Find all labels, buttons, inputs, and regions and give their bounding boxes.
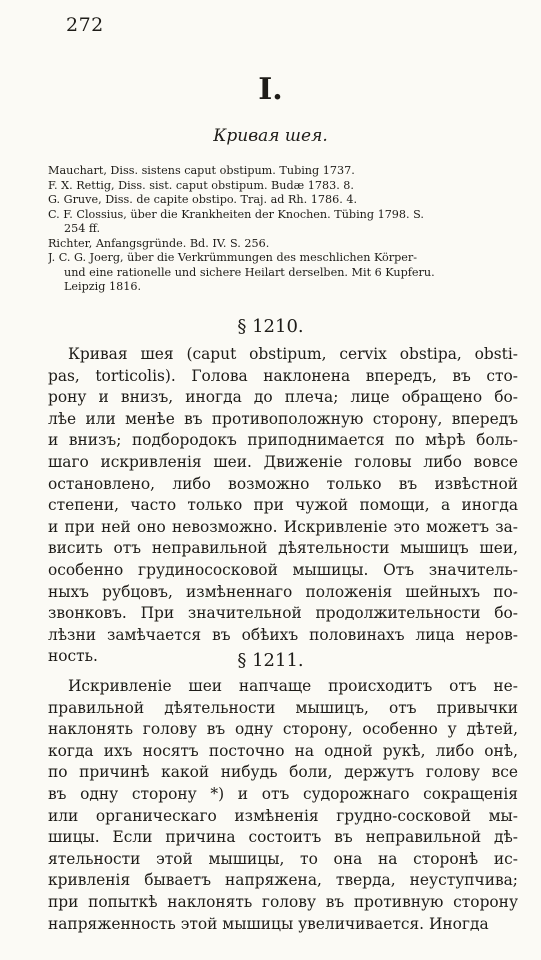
text-line: ныхъ рубцовъ, измѣненнаго положенія шейныхъ по- xyxy=(48,582,518,601)
text-line: остановлено, либо возможно только въ извѣстной xyxy=(48,474,518,493)
text-line: лѣе или менѣе въ противоположную сторону, впередъ xyxy=(48,409,518,428)
reference-entry: J. C. G. Joerg, über die Verkrümmungen des meschlichen Körper- xyxy=(48,251,418,264)
text-line: степени, часто только при чужой помощи, а иногда xyxy=(48,496,518,515)
text-line: pas, torticolis). Голова наклонена впередъ, въ сто- xyxy=(48,366,518,385)
text-line: наклонять голову въ одну сторону, особенно у дѣтей, xyxy=(48,720,518,739)
text-line: и при ней оно невозможно. Искривленіе это можетъ за- xyxy=(48,517,518,536)
section-heading: § 1211. xyxy=(237,650,304,671)
section-heading: § 1210. xyxy=(237,316,304,337)
text-line: кривленія бываетъ напряжена, тверда, неуступчива; xyxy=(48,871,518,890)
text-line: ятельности этой мышицы, то она на сторонѣ ис- xyxy=(48,849,518,868)
reference-entry: F. X. Rettig, Diss. sist. caput obstipum. Budæ 1783. 8. xyxy=(48,178,354,192)
text-line: звонковъ. При значительной продолжительности бо- xyxy=(48,604,518,623)
reference-entry: Richter, Anfangsgründe. Bd. IV. S. 256. xyxy=(48,236,270,250)
text-line: напряженность этой мышицы увеличивается. Иногда xyxy=(48,914,489,933)
reference-entry: C. F. Clossius, über die Krankheiten der Knochen. Tübing 1798. S. xyxy=(48,207,424,221)
text-line: по причинѣ какой нибудь боли, держутъ голову все xyxy=(48,763,518,782)
reference-entry: G. Gruve, Diss. de capite obstipo. Traj. ad Rh. 1786. 4. xyxy=(48,193,357,206)
text-line: лѣзни замѣчается въ обѣихъ половинахъ лица неров- xyxy=(48,625,518,644)
section-body xyxy=(48,344,518,668)
reference-entry: Mauchart, Diss. sistens caput obstipum. Tubing 1737. xyxy=(48,164,355,177)
text-line: при попыткѣ наклонять голову въ противную сторону xyxy=(48,892,518,911)
text-line: Искривленіе шеи напчаще происходитъ отъ не- xyxy=(68,677,518,695)
reference-entry-continued: Leipzig 1816. xyxy=(64,280,142,293)
text-line: особенно грудинососкoвой мышицы. Отъ значитель- xyxy=(48,560,518,579)
text-line: Кривая шея (caput obstipum, cervix obstipa, obsti- xyxy=(68,345,518,363)
text-line: или органическаго измѣненія грудно-сосковой мы- xyxy=(48,806,518,825)
reference-entry-continued: 254 ff. xyxy=(64,222,101,235)
text-line: и внизъ; подбородокъ приподнимается по мѣрѣ боль- xyxy=(48,431,518,450)
text-line: шицы. Если причина состоитъ въ неправильной дѣ- xyxy=(48,828,518,847)
text-line: висить отъ неправильной дѣятельности мышицъ шеи, xyxy=(48,539,518,558)
text-line: шаго искривленія шеи. Движеніе головы либо вовсе xyxy=(48,452,518,471)
text-line: правильной дѣятельности мышицъ, отъ привычки xyxy=(48,698,518,717)
chapter-title: Кривая шея. xyxy=(213,126,328,146)
chapter-numeral: I. xyxy=(258,72,283,107)
text-line: въ одну сторону *) и отъ судорожнаго сокращенія xyxy=(48,784,518,803)
reference-entry-continued: und eine rationelle und sichere Heilart derselben. Mit 6 Kupferu. xyxy=(64,265,435,279)
text-line: рону и внизъ, иногда до плеча; лице обращено бо- xyxy=(48,388,518,407)
page-number: 272 xyxy=(66,14,104,36)
section-body xyxy=(48,676,518,935)
reference-list xyxy=(48,164,526,295)
text-line: когда ихъ носятъ посточно на одной рукѣ, либо онѣ, xyxy=(48,741,518,760)
text-line: ность. xyxy=(48,647,98,666)
